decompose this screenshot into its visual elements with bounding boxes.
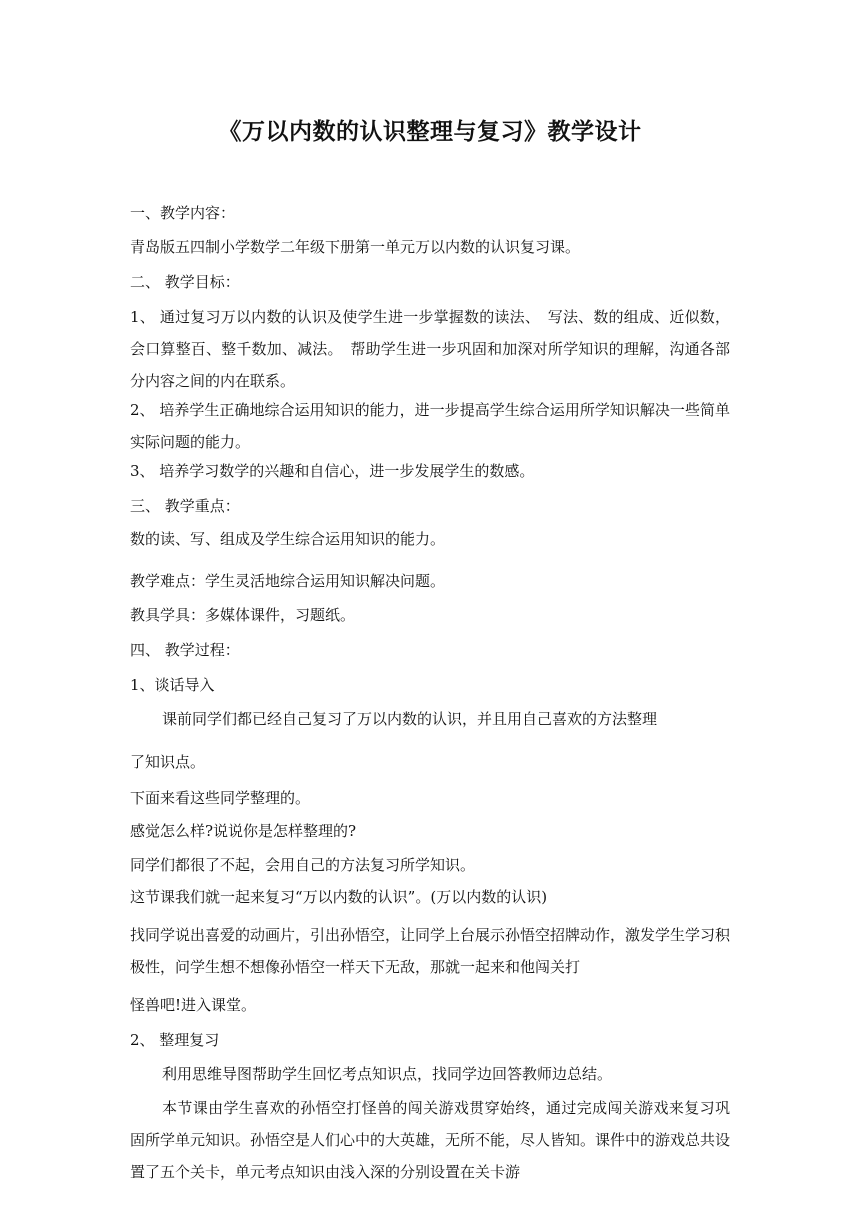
- step1-paragraph-line1: 课前同学们都已经自己复习了万以内数的认识，并且用自己喜欢的方法整理: [162, 710, 658, 728]
- content-text: 青岛版五四制小学数学二年级下册第一单元万以内数的认识复习课。: [130, 238, 581, 256]
- step1-text-6-end: 怪兽吧!进入课堂。: [130, 996, 257, 1014]
- step1-text-5: 这节课我们就一起来复习“万以内数的认识”。(万以内数的认识): [130, 888, 548, 906]
- step1-text-3: 感觉怎么样?说说你是怎样整理的?: [130, 822, 357, 840]
- step2-heading: 2、 整理复习: [130, 1031, 220, 1049]
- difficulty-text: 教学难点：学生灵活地综合运用知识解决问题。: [130, 572, 446, 590]
- step1-text-6: 找同学说出喜爱的动画片，引出孙悟空，让同学上台展示孙悟空招牌动作，激发学生学习积极性，问学生想不想像孙悟空一样天下无敌，那就一起来和他闯关打: [130, 926, 731, 976]
- step2-text-1: 利用思维导图帮助学生回忆考点知识点，找同学边回答教师边总结。: [162, 1065, 613, 1083]
- step1-text-4: 同学们都很了不起，会用自己的方法复习所学知识。: [130, 856, 476, 874]
- section-heading-content: 一、教学内容：: [130, 204, 236, 222]
- section-heading-key-points: 三、 教学重点：: [130, 497, 240, 515]
- key-point-text: 数的读、写、组成及学生综合运用知识的能力。: [130, 530, 446, 548]
- step2-text-2: 本节课由学生喜欢的孙悟空打怪兽的闯关游戏贯穿始终，通过完成闯关游戏来复习巩固所学单元知识。孙悟空是人们心中的大英雄，无所不能，尽人皆知。课件中的游戏总共设置了五个关卡，单元考点知识由浅入深的分别设置在关卡游: [130, 1099, 731, 1181]
- document-title: 《万以内数的认识整理与复习》教学设计: [218, 119, 642, 145]
- step1-paragraph-line2: 了知识点。: [130, 753, 206, 771]
- goal-item-3: 3、 培养学习数学的兴趣和自信心，进一步发展学生的数感。: [130, 462, 535, 480]
- section-heading-process: 四、 教学过程：: [130, 641, 240, 659]
- goal-item-2: 2、 培养学生正确地综合运用知识的能力，进一步提高学生综合运用所学知识解决一些简单实际问题的能力。: [130, 401, 730, 451]
- section-heading-goals: 二、 教学目标：: [130, 273, 240, 291]
- goal-item-1: 1、 通过复习万以内数的认识及使学生进一步掌握数的读法、 写法、数的组成、近似数，会口算整百、整千数加、减法。 帮助学生进一步巩固和加深对所学知识的理解，沟通各部分内容之间的内在联系。: [130, 308, 730, 390]
- step1-heading: 1、谈话导入: [130, 676, 215, 694]
- step1-text-2: 下面来看这些同学整理的。: [130, 789, 311, 807]
- tools-text: 教具学具：多媒体课件，习题纸。: [130, 606, 356, 624]
